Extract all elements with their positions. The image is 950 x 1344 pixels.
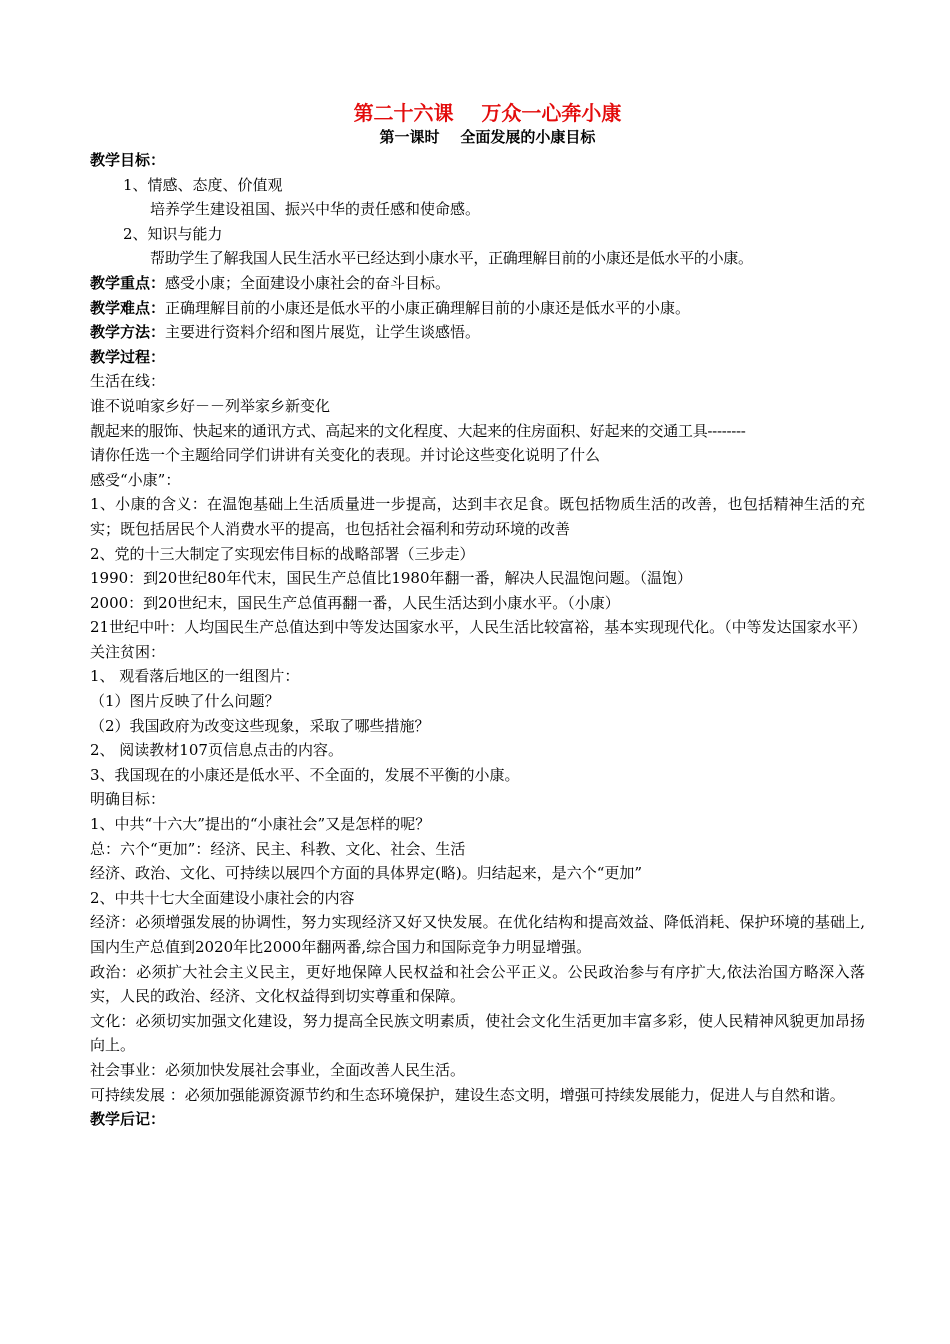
difficulty-row (90, 296, 865, 321)
difficulty-label: 教学难点： (90, 298, 166, 317)
strategy-line: 2、党的十三大制定了实现宏伟目标的战略部署（三步走） (90, 544, 475, 563)
key-point-row (90, 271, 865, 296)
lesson-plan-page (90, 100, 865, 1132)
postscript-heading: 教学后记： (90, 1110, 166, 1129)
goal-line: 经济、政治、文化、可持续以展四个方面的具体界定(略)。归结起来，是六个“更加” (90, 864, 643, 883)
key-point-text: 感受小康；全面建设小康社会的奋斗目标。 (165, 273, 451, 292)
key-point-label: 教学重点： (90, 273, 166, 292)
poverty-line: 1、 观看落后地区的一组图片： (90, 667, 300, 686)
poverty-line: （1）图片反映了什么问题？ (90, 692, 280, 711)
poverty-line: 2、 阅读教材107页信息点击的内容。 (90, 741, 343, 760)
poverty-line: 关注贫困： (90, 642, 166, 661)
step-2000: 2000：到20世纪末，国民生产总值再翻一番，人民生活达到小康水平。（小康） (90, 593, 620, 612)
process-line: 谁不说咱家乡好－－列举家乡新变化 (90, 396, 331, 415)
process-line: 生活在线： (90, 372, 166, 391)
lesson-subtitle: 第一课时 全面发展的小康目标 (379, 128, 596, 146)
politics-paragraph: 政治：必须扩大社会主义民主，更好地保障人民权益和社会公平正义。公民政治参与有序扩大,依法治国方略深入落实，人民的政治、经济、文化权益得到切实尊重和保障。 (90, 962, 865, 1006)
method-label: 教学方法： (90, 323, 166, 342)
step-1990: 1990：到20世纪80年代末，国民生产总值比1980年翻一番，解决人民温饱问题。（温饱） (90, 569, 693, 588)
poverty-line: （2）我国政府为改变这些现象，采取了哪些措施？ (90, 716, 430, 735)
process-line: 靓起来的服饰、快起来的通讯方式、高起来的文化程度、大起来的住房面积、好起来的交通工具-------- (90, 421, 746, 440)
economy-paragraph: 经济：必须增强发展的协调性，努力实现经济又好又快发展。在优化结构和提高效益、降低消耗、保护环境的基础上,国内生产总值到2020年比2000年翻两番,综合国力和国际竞争力明显增强。 (90, 913, 865, 956)
poverty-line: 3、我国现在的小康还是低水平、不全面的，发展不平衡的小康。 (90, 765, 520, 784)
social-paragraph: 社会事业：必须加快发展社会事业，全面改善人民生活。 (90, 1060, 466, 1079)
culture-paragraph: 文化：必须切实加强文化建设，努力提高全民族文明素质，使社会文化生活更加丰富多彩，使人民精神风貌更加昂扬向上。 (90, 1011, 865, 1055)
objective-item-2-text: 帮助学生了解我国人民生活水平已经达到小康水平，正确理解目前的小康还是低水平的小康。 (150, 249, 753, 268)
method-row (90, 320, 865, 345)
lesson-title: 第二十六课 万众一心奔小康 (353, 101, 622, 125)
objective-item-1-text: 培养学生建设祖国、振兴中华的责任感和使命感。 (150, 200, 481, 219)
goal-line: 1、中共“十六大”提出的“小康社会”又是怎样的呢？ (90, 815, 431, 834)
process-line: 请你任选一个主题给同学们讲讲有关变化的表现。并讨论这些变化说明了什么 (90, 446, 601, 465)
goal-line: 总：六个“更加”：经济、民主、科教、文化、社会、生活 (90, 839, 466, 858)
goal-line: 明确目标： (90, 790, 166, 809)
objectives-heading: 教学目标： (90, 151, 166, 169)
difficulty-text: 正确理解目前的小康还是低水平的小康正确理解目前的小康还是低水平的小康。 (165, 298, 691, 317)
process-line: 感受“小康”： (90, 470, 181, 489)
objective-item-1: 1、情感、态度、价值观 (123, 175, 283, 194)
xiaokang-meaning: 1、小康的含义：在温饱基础上生活质量进一步提高，达到丰衣足食。既包括物质生活的改善，也包括精神生活的充实；既包括居民个人消费水平的提高，也包括社会福利和劳动环境的改善 (90, 495, 865, 538)
process-heading: 教学过程： (90, 347, 166, 366)
method-text: 主要进行资料介绍和图片展览，让学生谈感悟。 (165, 323, 481, 342)
goal-line: 2、中共十七大全面建设小康社会的内容 (90, 888, 355, 907)
objective-item-2: 2、知识与能力 (123, 224, 223, 243)
step-21st-century: 21世纪中叶：人均国民生产总值达到中等发达国家水平，人民生活比较富裕，基本实现现代化。（中等发达国家水平） (90, 618, 867, 637)
sustainable-paragraph: 可持续发展 ：必须加强能源资源节约和生态环境保护，建设生态文明，增强可持续发展能力，促进人与自然和谐。 (90, 1085, 845, 1104)
